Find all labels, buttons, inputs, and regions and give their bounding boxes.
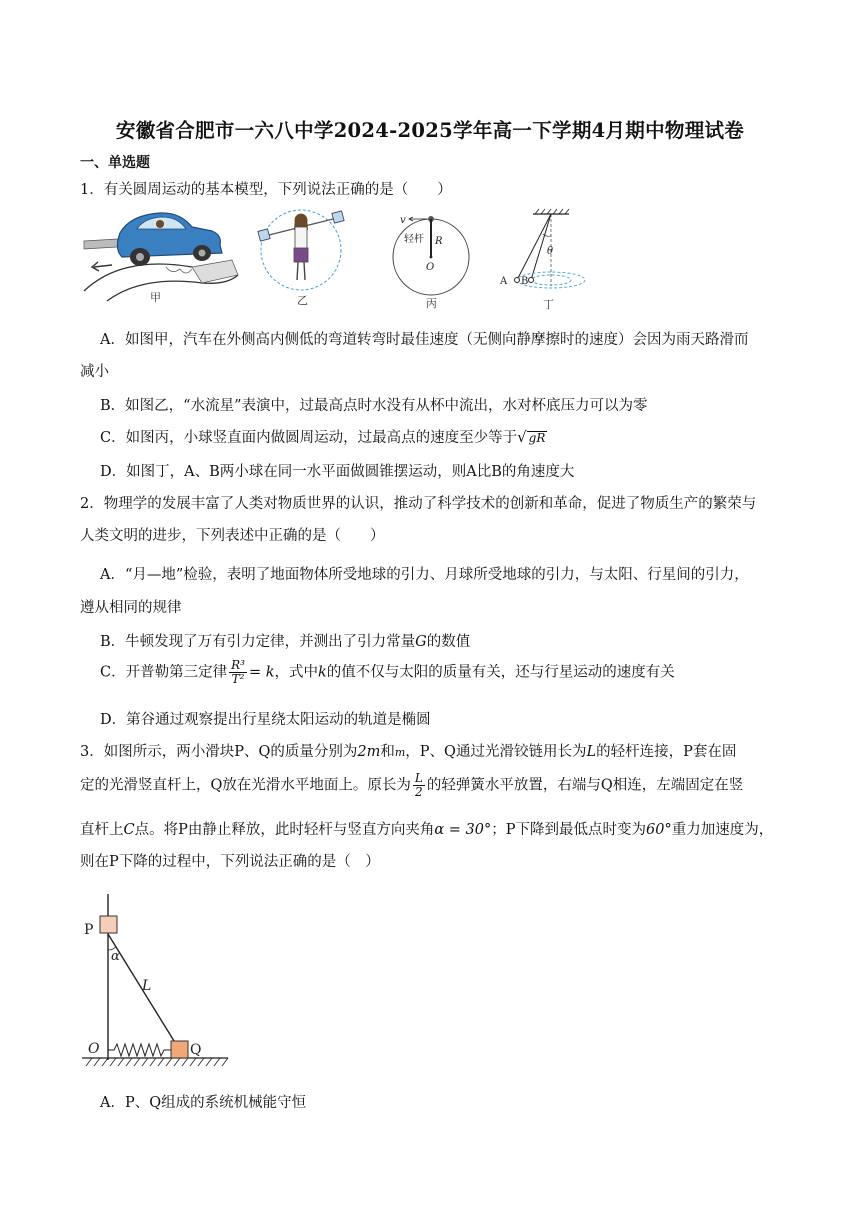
q2-option-d: D．第谷通过观察提出行星绕太阳运动的轨道是椭圆: [100, 712, 431, 728]
figure-ding-caption: 丁: [543, 298, 554, 310]
q3-option-a: A．P、Q组成的系统机械能守恒: [100, 1095, 307, 1111]
q2-option-b: B．牛顿发现了万有引力定律，并测出了引力常量G的数值: [100, 634, 471, 650]
q3-stem-line2: 定的光滑竖直杆上，Q放在光滑水平地面上。原长为 $\frac{L}{2}$ 的轻弹簧水平放置，右端与Q相连，左端固定在竖: [80, 771, 744, 799]
svg-text:R: R: [435, 236, 443, 247]
page-title: 安徽省合肥市一六八中学2024-2025学年高一下学期4月期中物理试卷: [115, 119, 745, 142]
q2-stem: 2．物理学的发展丰富了人类对物质世界的认识，推动了科学技术的创新和革命，促进了物质生产的繁荣与: [80, 496, 757, 512]
kepler-fraction: $\frac{\text{R³}}{\text{T²}}$: [231, 658, 245, 686]
section-heading: 一、单选题: [80, 155, 150, 171]
q2-option-a: A．“月—地”检验，表明了地面物体所受地球的引力、月球所受地球的引力，与太阳、行星间的引力，: [100, 567, 749, 583]
figure-yi-caption: 乙: [297, 294, 308, 307]
figure-yi-water-star: [255, 200, 347, 308]
svg-text:Q: Q: [190, 1042, 202, 1058]
q3-stem-line1: 3．如图所示，两小滑块P、Q的质量分别为2m和m，P、Q通过光滑铰链用长为L的轻杆连接，P套在固: [80, 744, 737, 760]
figure-ding-conical-pendulum: [497, 208, 609, 310]
q1-sqrt-gr: gR: [528, 431, 546, 445]
svg-text:B: B: [521, 276, 529, 287]
q1-option-a-cont: 减小: [80, 364, 109, 380]
half-l-fraction: $\frac{L}{2}$: [414, 771, 423, 799]
figure-jia-car: [82, 205, 240, 303]
svg-text:α: α: [111, 949, 120, 964]
figure-bing-caption: 丙: [426, 297, 437, 310]
figure-bing-rod-circle: [390, 206, 472, 310]
q1-stem: 1．有关圆周运动的基本模型，下列说法正确的是（ ）: [80, 182, 452, 198]
svg-text:轻杆: 轻杆: [404, 234, 424, 245]
q2-stem-cont: 人类文明的进步，下列表述中正确的是（ ）: [80, 528, 385, 544]
svg-text:L: L: [142, 978, 152, 994]
q1-option-c: C．如图丙，小球竖直面内做圆周运动，过最高点的速度至少等于√ gR: [100, 428, 546, 446]
figure-q3-slider-system: [78, 890, 238, 1070]
q3-stem-line3: 直杆上C点。将P由静止释放，此时轻杆与竖直方向夹角α = 30°；P下降到最低点时变为60°重力加速度为，: [80, 822, 774, 838]
figure-jia-caption: 甲: [150, 291, 161, 303]
svg-text:v: v: [400, 215, 406, 226]
q1-option-b: B．如图乙，“水流星”表演中，过最高点时水没有从杯中流出，水对杯底压力可以为零: [100, 398, 648, 414]
svg-text:O: O: [88, 1041, 100, 1057]
q2-option-c: C．开普勒第三定律 $\frac{\text{R³}}{\text{T²}}$ = k，式中k的值不仅与太阳的质量有关，还与行星运动的速度有关: [100, 658, 675, 686]
svg-text:A: A: [500, 276, 508, 287]
svg-text:O: O: [426, 262, 435, 273]
svg-text:θ: θ: [547, 246, 554, 257]
q3-stem-line4: 则在P下降的过程中，下列说法正确的是（ ）: [80, 854, 380, 870]
q1-option-a: A．如图甲，汽车在外侧高内侧低的弯道转弯时最佳速度（无侧向静摩擦时的速度）会因为雨天路滑而: [100, 332, 749, 348]
q1-option-d: D．如图丁，A、B两小球在同一水平面做圆锥摆运动，则A比B的角速度大: [100, 464, 575, 480]
svg-text:P: P: [84, 922, 94, 938]
q2-option-a-cont: 遵从相同的规律: [80, 600, 182, 616]
